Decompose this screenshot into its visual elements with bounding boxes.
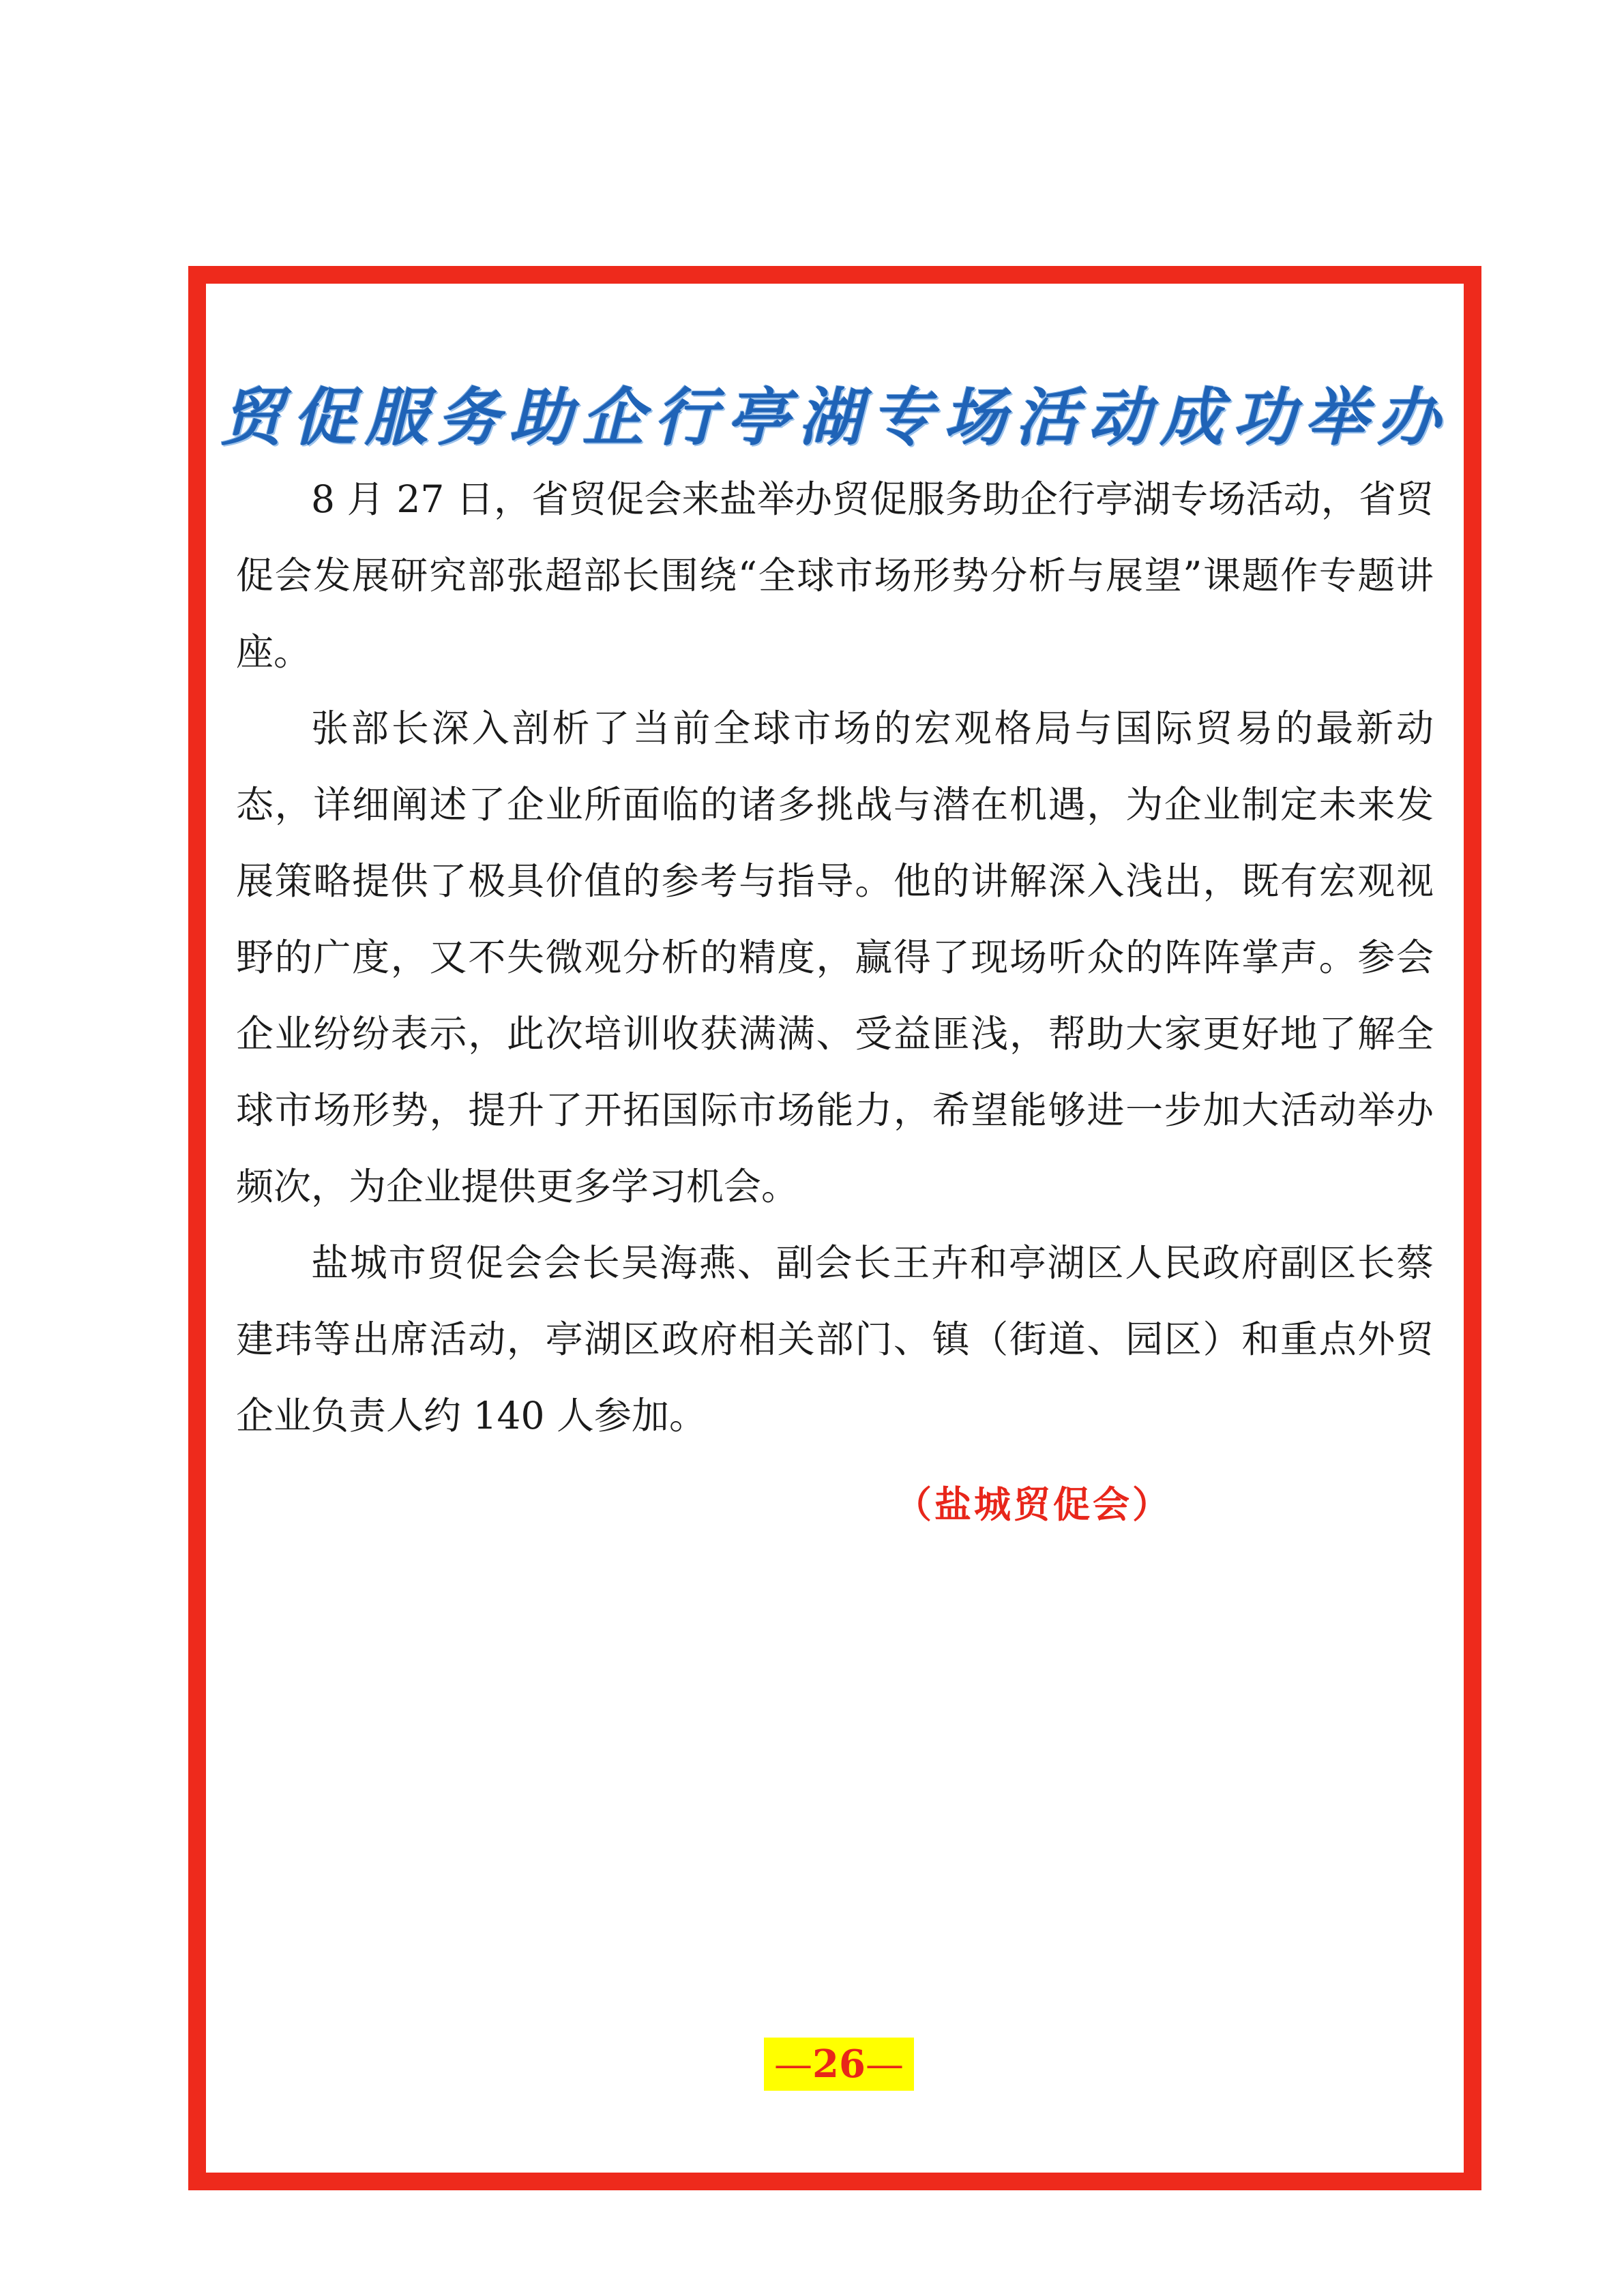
article-body: [236, 461, 1434, 1454]
page-number-badge: [764, 2038, 914, 2091]
page-number: 26: [812, 2042, 866, 2087]
article-source: （盐城贸促会）: [895, 1483, 1172, 1526]
page-border-frame: [188, 266, 1481, 2190]
article-title: 贸促服务助企行亭湖专场活动成功举办: [220, 381, 1449, 454]
page-number-dash-left: —: [774, 2042, 813, 2087]
paragraph-2: 张部长深入剖析了当前全球市场的宏观格局与国际贸易的最新动态，详细阐述了企业所面临的诸多挑战与潜在机遇，为企业制定未来发展策略提供了极具价值的参考与指导。他的讲解深入浅出，既有宏观视野的广度，又不失微观分析的精度，赢得了现场听众的阵阵掌声。参会企业纷纷表示，此次培训收获满满、受益匪浅，帮助大家更好地了解全球市场形势，提升了开拓国际市场能力，希望能够进一步加大活动举办频次，为企业提供更多学习机会。: [236, 706, 1434, 1208]
page-number-dash-right: —: [865, 2042, 904, 2087]
paragraph-1: 8 月 27 日，省贸促会来盐举办贸促服务助企行亭湖专场活动，省贸促会发展研究部张超部长围绕“全球市场形势分析与展望”课题作专题讲座。: [236, 477, 1434, 674]
paragraph-3: 盐城市贸促会会长吴海燕、副会长王卉和亭湖区人民政府副区长蔡建玮等出席活动，亭湖区政府相关部门、镇（街道、园区）和重点外贸企业负责人约 140 人参加。: [236, 1241, 1434, 1437]
